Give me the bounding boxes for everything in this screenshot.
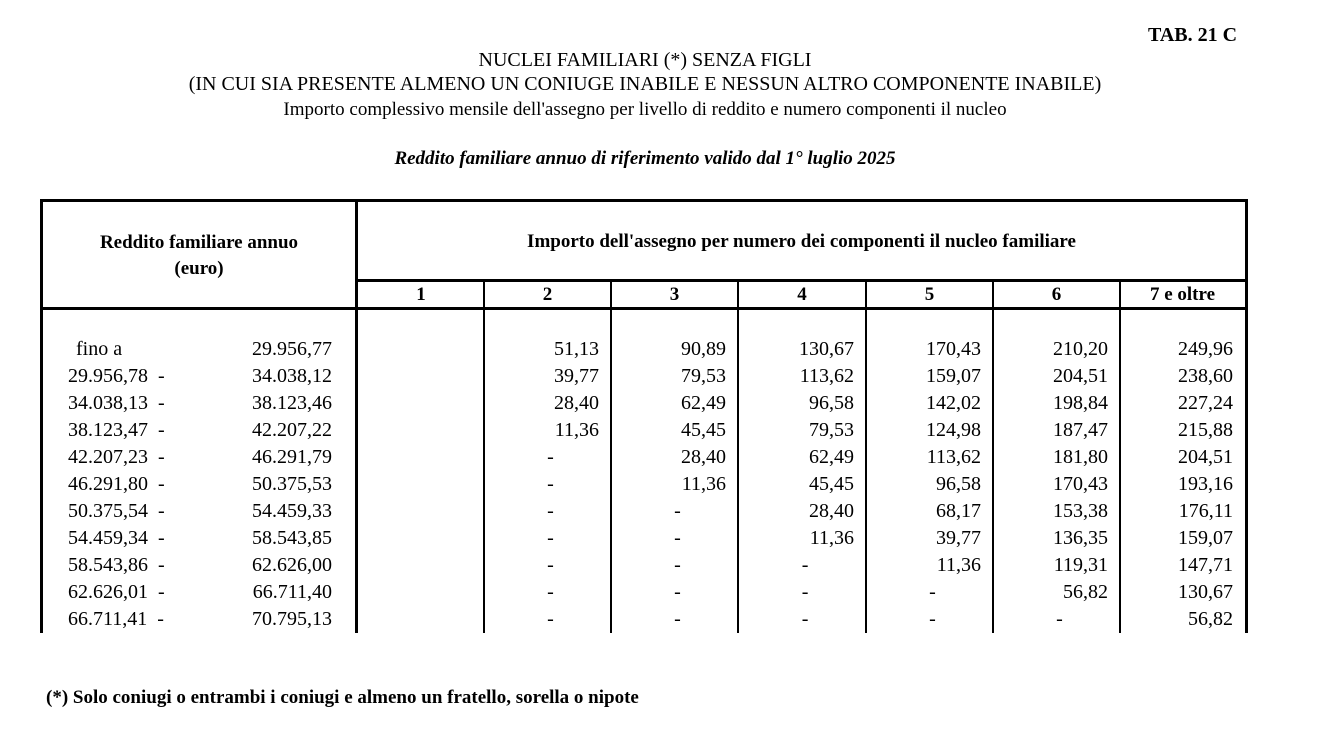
allowance-value: 249,96 bbox=[1178, 338, 1233, 360]
table-row bbox=[0, 606, 1333, 633]
income-column-header bbox=[43, 230, 355, 282]
income-from: 62.626,01 - bbox=[68, 581, 165, 603]
allowance-value: 56,82 bbox=[1188, 608, 1233, 630]
header-border-bottom bbox=[40, 307, 1248, 310]
income-to: 62.626,00 bbox=[252, 554, 332, 576]
income-from: 29.956,78 - bbox=[68, 365, 165, 387]
allowance-value: 11,36 bbox=[809, 527, 854, 549]
allowance-value: 113,62 bbox=[799, 365, 854, 387]
allowance-value: 79,53 bbox=[809, 419, 854, 441]
income-header-label: Reddito familiare annuo bbox=[99, 232, 299, 253]
allowance-value: - bbox=[929, 581, 936, 603]
allowance-value: 56,82 bbox=[1063, 581, 1108, 603]
column-header-1: 1 bbox=[416, 284, 426, 305]
allowance-value: 142,02 bbox=[926, 392, 981, 414]
income-to: 42.207,22 bbox=[252, 419, 332, 441]
validity-note: Reddito familiare annuo di riferimento valido dal 1° luglio 2025 bbox=[394, 148, 896, 169]
allowance-value: 96,58 bbox=[936, 473, 981, 495]
income-from: fino a bbox=[76, 338, 123, 360]
table-row bbox=[0, 498, 1333, 525]
allowance-value: 198,84 bbox=[1053, 392, 1108, 414]
income-from: 38.123,47 - bbox=[68, 419, 165, 441]
table-row bbox=[0, 444, 1333, 471]
table-row bbox=[0, 471, 1333, 498]
income-to: 54.459,33 bbox=[252, 500, 332, 522]
allowance-value: - bbox=[547, 581, 554, 603]
page-description: Importo complessivo mensile dell'assegno per livello di reddito e numero componenti il nucleo bbox=[283, 99, 1007, 120]
column-header-4: 4 bbox=[797, 284, 807, 305]
income-to: 50.375,53 bbox=[252, 473, 332, 495]
income-from: 46.291,80 - bbox=[68, 473, 165, 495]
allowance-value: 136,35 bbox=[1053, 527, 1108, 549]
allowance-value: 113,62 bbox=[926, 446, 981, 468]
allowance-value: 68,17 bbox=[936, 500, 981, 522]
allowance-value: - bbox=[547, 554, 554, 576]
column-header-2: 2 bbox=[542, 284, 553, 305]
allowance-value: 204,51 bbox=[1178, 446, 1233, 468]
allowance-value: 96,58 bbox=[809, 392, 854, 414]
column-header-7: 7 e oltre bbox=[1149, 284, 1216, 305]
allowance-value: - bbox=[929, 608, 936, 630]
allowance-value: - bbox=[674, 554, 681, 576]
allowance-value: 51,13 bbox=[554, 338, 599, 360]
allowance-value: - bbox=[547, 473, 554, 495]
allowance-value: 159,07 bbox=[1178, 527, 1233, 549]
income-to: 46.291,79 bbox=[252, 446, 332, 468]
allowance-value: 28,40 bbox=[554, 392, 599, 414]
income-to: 34.038,12 bbox=[252, 365, 332, 387]
allowance-value: - bbox=[674, 608, 681, 630]
allowance-value: 11,36 bbox=[936, 554, 981, 576]
income-to: 38.123,46 bbox=[252, 392, 332, 414]
table-row bbox=[0, 417, 1333, 444]
allowance-value: 130,67 bbox=[1178, 581, 1233, 603]
table-row bbox=[0, 525, 1333, 552]
allowance-value: 124,98 bbox=[926, 419, 981, 441]
allowance-value: 204,51 bbox=[1053, 365, 1108, 387]
allowance-value: 11,36 bbox=[681, 473, 726, 495]
allowance-value: 181,80 bbox=[1053, 446, 1108, 468]
income-from: 34.038,13 - bbox=[68, 392, 165, 414]
allowance-value: 130,67 bbox=[799, 338, 854, 360]
income-to: 70.795,13 bbox=[252, 608, 332, 630]
income-from: 50.375,54 - bbox=[68, 500, 165, 522]
allowance-value: - bbox=[547, 527, 554, 549]
allowance-value: 210,20 bbox=[1053, 338, 1108, 360]
allowance-value: 90,89 bbox=[681, 338, 726, 360]
allowance-value: 39,77 bbox=[554, 365, 599, 387]
allowance-value: 147,71 bbox=[1178, 554, 1233, 576]
allowance-value: 119,31 bbox=[1053, 554, 1108, 576]
allowance-value: 159,07 bbox=[926, 365, 981, 387]
table-row bbox=[0, 363, 1333, 390]
footnote: (*) Solo coniugi o entrambi i coniugi e almeno un fratello, sorella o nipote bbox=[46, 687, 639, 708]
table-row bbox=[0, 390, 1333, 417]
allowance-value: - bbox=[547, 608, 554, 630]
table-row bbox=[0, 552, 1333, 579]
column-header-5: 5 bbox=[924, 284, 935, 305]
column-header-3: 3 bbox=[669, 284, 680, 305]
allowance-value: 28,40 bbox=[681, 446, 726, 468]
allowance-value: 62,49 bbox=[809, 446, 854, 468]
allowance-value: 187,47 bbox=[1053, 419, 1108, 441]
allowance-value: - bbox=[674, 581, 681, 603]
allowance-value: - bbox=[801, 581, 809, 603]
allowance-value: - bbox=[547, 446, 554, 468]
page-subtitle: (IN CUI SIA PRESENTE ALMENO UN CONIUGE INABILE E NESSUN ALTRO COMPONENTE INABILE) bbox=[188, 73, 1102, 95]
allowance-value: 79,53 bbox=[681, 365, 726, 387]
allowance-value: 11,36 bbox=[554, 419, 599, 441]
allowance-value: 176,11 bbox=[1178, 500, 1233, 522]
income-to: 66.711,40 bbox=[252, 581, 332, 603]
column-header-6: 6 bbox=[1051, 284, 1062, 305]
allowance-value: 238,60 bbox=[1178, 365, 1233, 387]
table-border-top bbox=[40, 199, 1248, 202]
allowance-value: - bbox=[674, 527, 681, 549]
income-from: 42.207,23 - bbox=[68, 446, 165, 468]
table-border-right bbox=[1245, 199, 1248, 310]
allowance-value: 28,40 bbox=[809, 500, 854, 522]
income-from: 66.711,41 - bbox=[68, 608, 164, 630]
table-row bbox=[0, 579, 1333, 606]
allowance-value: - bbox=[547, 500, 554, 522]
table-code: TAB. 21 C bbox=[1148, 24, 1238, 46]
table-row bbox=[0, 336, 1333, 363]
allowance-value: 215,88 bbox=[1178, 419, 1233, 441]
allowance-value: 170,43 bbox=[926, 338, 981, 360]
allowance-value: 227,24 bbox=[1178, 392, 1233, 414]
income-from: 54.459,34 - bbox=[68, 527, 165, 549]
income-to: 29.956,77 bbox=[252, 338, 332, 360]
header-divider-horizontal bbox=[355, 279, 1248, 282]
allowance-value: 153,38 bbox=[1053, 500, 1108, 522]
income-to: 58.543,85 bbox=[252, 527, 332, 549]
allowance-value: 170,43 bbox=[1053, 473, 1108, 495]
income-from: 58.543,86 - bbox=[68, 554, 165, 576]
allowance-value: - bbox=[801, 554, 809, 576]
allowance-value: 39,77 bbox=[936, 527, 981, 549]
allowance-value: - bbox=[1056, 608, 1063, 630]
allowance-group-header: Importo dell'assegno per numero dei componenti il nucleo familiare bbox=[527, 231, 1076, 252]
page-title: NUCLEI FAMILIARI (*) SENZA FIGLI bbox=[478, 49, 812, 71]
income-header-unit: (euro) bbox=[174, 258, 224, 279]
allowance-value: 45,45 bbox=[681, 419, 726, 441]
allowance-value: 62,49 bbox=[681, 392, 726, 414]
allowance-value: - bbox=[674, 500, 681, 522]
allowance-value: - bbox=[801, 608, 809, 630]
allowance-value: 193,16 bbox=[1178, 473, 1233, 495]
allowance-value: 45,45 bbox=[809, 473, 854, 495]
